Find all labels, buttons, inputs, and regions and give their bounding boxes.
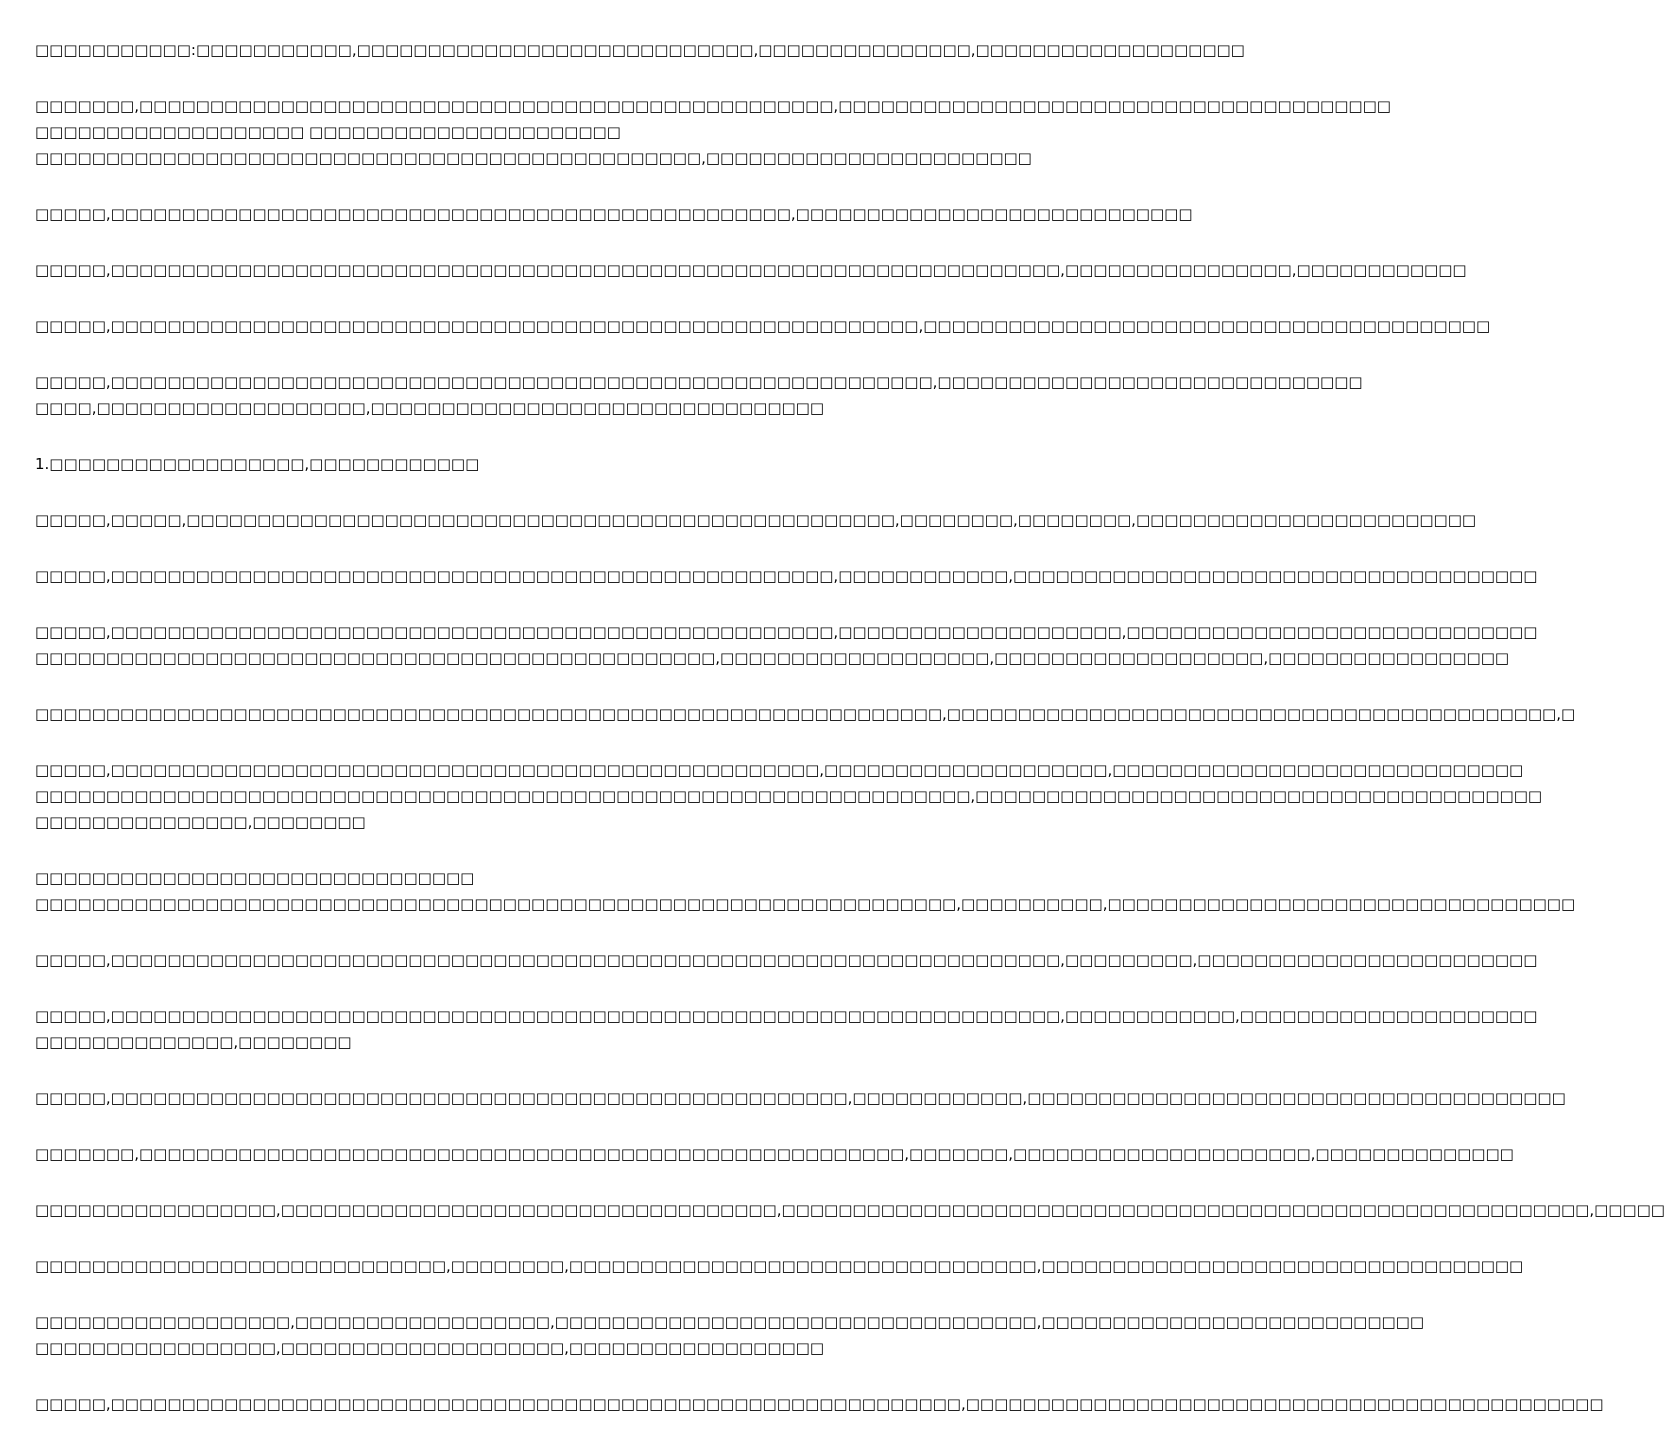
text-line: □□□□□,□□□□□□□□□□□□□□□□□□□□□□□□□□□□□□□□□□□□□□□□□□□□□□□□,□□□□□□□□□□□□□□□□□□□□□□□□□□□□	[35, 205, 1193, 223]
text-line: □□□□□□□□□□□□□□□□□□□□□□□□□□□□□,□□□□□□□□,□□□□□□□□□□□□□□□□□□□□□□□□□□□□□□□□□,□□□□□□□□□□□□□□□□□□□□□□□□□□□□□□□□□□	[35, 1257, 1524, 1275]
paragraph	[35, 701, 1576, 727]
text-line: □□□□□□□□□□□□□□□□□□□□□□□□□□□□□□□□□□□□□□□□□□□□□□□,□□□□□□□□□□□□□□□□□□□□□□□	[35, 149, 1032, 167]
text-line: □□□□□□□□□□□□□□□□□□,□□□□□□□□□□□□□□□□□□,□□□□□□□□□□□□□□□□□□□□□□□□□□□□□□□□□□,□□□□□□□□□□□□□□□□□□□□□□□□□□□	[35, 1313, 1425, 1331]
text-line: □□□□□,□□□□□□□□□□□□□□□□□□□□□□□□□□□□□□□□□□□□□□□□□□□□□□□□□□□□,□□□□□□□□□□□□,□□□□□□□□□□□□□□□□□□□□□□□□□□□□□□□□□□□□□□	[35, 1089, 1566, 1107]
text-line: □□□□□□□□□□□□□□□□□□□□□□□□□□□□□□□	[35, 869, 475, 887]
paragraph	[35, 1003, 1538, 1055]
text-line: □□□□□□□□□□□□□□□□□,□□□□□□□□□□□□□□□□□□□□,□□□□□□□□□□□□□□□□□□	[35, 1339, 825, 1357]
paragraph	[35, 313, 1491, 339]
text-line: □□□□□□□□□□□□□□□□□□□□□□□□□□□□□□□□□□□□□□□□□□□□□□□□□□□□□□□□□□□□□□□□,□□□□□□□□□□□□□□□□□□□□□□□□□□□□□□□□□□□□□□□□□□□,□	[35, 705, 1576, 723]
text-line: □□□□□□□,□□□□□□□□□□□□□□□□□□□□□□□□□□□□□□□□□□□□□□□□□□□□□□□□□,□□□□□□□□□□□□□□□□□□□□□□□□□□□□□□□□□□□□□□□	[35, 97, 1391, 115]
paragraph	[35, 1253, 1524, 1279]
paragraph	[35, 1391, 1604, 1417]
paragraph	[35, 757, 1543, 835]
paragraph	[35, 507, 1477, 533]
text-line: □□□□□,□□□□□□□□□□□□□□□□□□□□□□□□□□□□□□□□□□□□□□□□□□□□□□□□□□□,□□□□□□□□□□□□□□□□□□□□,□□□□□□□□□□□□□□□□□□□□□□□□□□□□□	[35, 623, 1538, 641]
text-line: □□□□□,□□□□□□□□□□□□□□□□□□□□□□□□□□□□□□□□□□□□□□□□□□□□□□□□□□□□□□□□□□□□□□□□□□□,□□□□□□□□□,□□□□□□□□□□□□□□□□□□□□□□□□	[35, 951, 1538, 969]
paragraph	[35, 1141, 1514, 1167]
text-line: □□□□□,□□□□□□□□□□□□□□□□□□□□□□□□□□□□□□□□□□□□□□□□□□□□□□□□□□,□□□□□□□□□□□□□□□□□□□□,□□□□□□□□□□□□□□□□□□□□□□□□□□□□□	[35, 761, 1524, 779]
text-line: □□□□□□□□□□□□□□□□□□□ □□□□□□□□□□□□□□□□□□□□□□	[35, 123, 621, 141]
text-line: □□□□□□□□□□□:□□□□□□□□□□□,□□□□□□□□□□□□□□□□□□□□□□□□□□□□,□□□□□□□□□□□□□□□,□□□□□□□□□□□□□□□□□□□	[35, 41, 1245, 59]
text-line: □□□□□,□□□□□□□□□□□□□□□□□□□□□□□□□□□□□□□□□□□□□□□□□□□□□□□□□□□□□□□□□□□□□□□□□□□,□□□□□□□□□□□□□□□□,□□□□□□□□□□□□	[35, 261, 1467, 279]
text-line: □□□□□□□□□□□□□□□□□□□□□□□□□□□□□□□□□□□□□□□□□□□□□□□□□□□□□□□□□□□□□□□□□□,□□□□□□□□□□□□□□□□□□□□□□□□□□□□□□□□□□□□□□□□	[35, 787, 1543, 805]
paragraph	[35, 1309, 1425, 1361]
text-line: □□□□□,□□□□□□□□□□□□□□□□□□□□□□□□□□□□□□□□□□□□□□□□□□□□□□□□□□□□□□□□□□,□□□□□□□□□□□□□□□□□□□□□□□□□□□□□□	[35, 373, 1363, 391]
paragraph	[35, 257, 1467, 283]
paragraph	[35, 201, 1193, 227]
paragraph	[35, 1197, 1665, 1223]
paragraph	[35, 947, 1538, 973]
paragraph	[35, 865, 1576, 917]
text-line: □□□□□,□□□□□,□□□□□□□□□□□□□□□□□□□□□□□□□□□□□□□□□□□□□□□□□□□□□□□□□□,□□□□□□□□,□□□□□□□□,□□□□□□□□□□□□□□□□□□□□□□□□	[35, 511, 1477, 529]
text-line: □□□□□,□□□□□□□□□□□□□□□□□□□□□□□□□□□□□□□□□□□□□□□□□□□□□□□□□□□□□□□□□□□□,□□□□□□□□□□□□□□□□□□□□□□□□□□□□□□□□□□□□□□□□□□□□□	[35, 1395, 1604, 1413]
paragraph	[35, 93, 1391, 171]
text-line: □□□□□,□□□□□□□□□□□□□□□□□□□□□□□□□□□□□□□□□□□□□□□□□□□□□□□□□□□□□□□□□,□□□□□□□□□□□□□□□□□□□□□□□□□□□□□□□□□□□□□□□□	[35, 317, 1491, 335]
text-line: □□□□□□□□□□□□□□□□□□□□□□□□□□□□□□□□□□□□□□□□□□□□□□□□,□□□□□□□□□□□□□□□□□□□,□□□□□□□□□□□□□□□□□□□,□□□□□□□□□□□□□□□□□	[35, 649, 1510, 667]
text-line: □□□□□□□,□□□□□□□□□□□□□□□□□□□□□□□□□□□□□□□□□□□□□□□□□□□□□□□□□□□□□□,□□□□□□□,□□□□□□□□□□□□□□□□□□□□□,□□□□□□□□□□□□□□	[35, 1145, 1514, 1163]
text-line: □□□□□,□□□□□□□□□□□□□□□□□□□□□□□□□□□□□□□□□□□□□□□□□□□□□□□□□□□,□□□□□□□□□□□□,□□□□□□□□□□□□□□□□□□□□□□□□□□□□□□□□□□□□□	[35, 567, 1538, 585]
paragraph	[35, 563, 1538, 589]
text-line: □□□□,□□□□□□□□□□□□□□□□□□□,□□□□□□□□□□□□□□□□□□□□□□□□□□□□□□□□	[35, 399, 825, 417]
text-line: 1.□□□□□□□□□□□□□□□□□□,□□□□□□□□□□□□	[35, 455, 480, 473]
text-line: □□□□□□□□□□□□□□□□□,□□□□□□□□□□□□□□□□□□□□□□□□□□□□□□□□□□□,□□□□□□□□□□□□□□□□□□□□□□□□□□□□□□□□□□□□□□□□□□□□□□□□□□□□□□□□□,□□□□□	[35, 1201, 1665, 1219]
paragraph	[35, 1085, 1566, 1111]
document-body	[35, 37, 1665, 1447]
paragraph	[35, 451, 990, 477]
text-line: □□□□□,□□□□□□□□□□□□□□□□□□□□□□□□□□□□□□□□□□□□□□□□□□□□□□□□□□□□□□□□□□□□□□□□□□□,□□□□□□□□□□□□,□□□□□□□□□□□□□□□□□□□□□	[35, 1007, 1538, 1025]
paragraph	[35, 369, 1363, 421]
text-line: □□□□□□□□□□□□□□□□□□□□□□□□□□□□□□□□□□□□□□□□□□□□□□□□□□□□□□□□□□□□□□□□□,□□□□□□□□□□,□□□□□□□□□□□□□□□□□□□□□□□□□□□□□□□□□	[35, 895, 1576, 913]
paragraph	[35, 37, 1245, 63]
paragraph	[35, 619, 1538, 671]
text-line: □□□□□□□□□□□□□□,□□□□□□□□	[35, 1033, 352, 1051]
text-line: □□□□□□□□□□□□□□□,□□□□□□□□	[35, 813, 366, 831]
